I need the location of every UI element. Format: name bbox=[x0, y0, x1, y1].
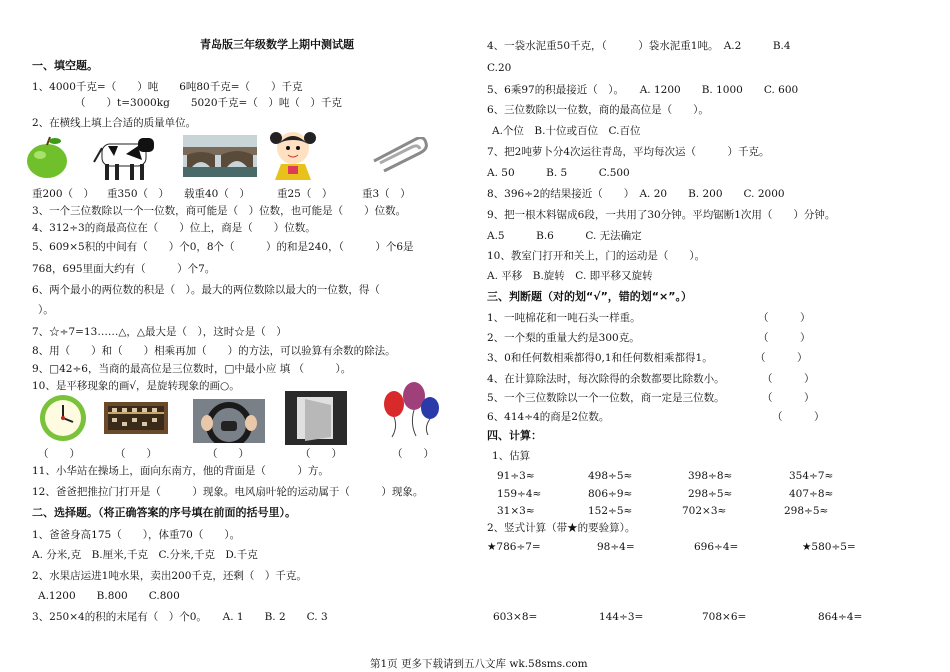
section-fill-blank-header: 一、填空题。 bbox=[32, 59, 98, 72]
estimate-header: 1、估算 bbox=[492, 450, 531, 462]
vertical-calc-item: 603×8= bbox=[493, 611, 538, 623]
fill-q9: 9、□42÷6，当商的最高位是三位数时，□中最小应 填 （ ）。 bbox=[32, 363, 352, 375]
choice-q1-options: A. 分米,克 B.厘米,千克 C.分米,千克 D.千克 bbox=[32, 549, 258, 561]
estimate-cell: 398÷8≈ bbox=[688, 470, 733, 482]
fill-q7: 7、☆÷7=13……△，△最大是（ ），这时☆是（ ） bbox=[32, 326, 287, 338]
bridge-picture bbox=[183, 135, 257, 177]
fill-q5-line1: 5、609×5积的中间有（ ）个0，8个（ ）的和是240，（ ）个6是 bbox=[32, 241, 414, 253]
judge-q6-answer: （ ） bbox=[772, 411, 825, 423]
choice-q10-options: A. 平移 B.旋转 C. 即平移又旋转 bbox=[487, 270, 653, 282]
fill-q6-line1: 6、两个最小的两位数的积是（ ）。最大的两位数除以最大的一位数，得（ bbox=[32, 284, 380, 296]
vertical-calc-item: 864÷4= bbox=[818, 611, 863, 623]
judge-q6: 6、414÷4的商是2位数。 bbox=[487, 411, 610, 423]
choice-q7: 7、把2吨萝卜分4次运往青岛，平均每次运（ ）千克。 bbox=[487, 146, 770, 158]
estimate-cell: 498÷5≈ bbox=[588, 470, 633, 482]
door-picture bbox=[285, 391, 347, 445]
q10-bracket-abacus: （ ） bbox=[115, 448, 157, 460]
vertical-calc-item: ★580÷5= bbox=[802, 541, 856, 553]
fill-q10: 10、是平移现象的画√，是旋转现象的画○。 bbox=[32, 380, 240, 392]
page-footer: 第1页 更多下载请到五八文库 wk.58sms.com bbox=[370, 658, 588, 670]
choice-q2: 2、水果店运进1吨水果，卖出200千克，还剩（ ）千克。 bbox=[32, 570, 307, 582]
page-title: 青岛版三年级数学上期中测试题 bbox=[200, 38, 354, 51]
balloons-picture bbox=[378, 380, 444, 442]
judge-q2: 2、一个梨的重量大约是300克。 bbox=[487, 332, 640, 344]
weight-label-clip: 重3（ ） bbox=[362, 188, 411, 200]
weight-label-cow: 重350（ ） bbox=[107, 188, 170, 200]
section-judge-header: 三、判断题（对的划“√”，错的划“×”。） bbox=[487, 290, 692, 303]
section-choice-header: 二、选择题。（将正确答案的序号填在前面的括号里）。 bbox=[32, 506, 296, 519]
judge-q1-answer: （ ） bbox=[758, 312, 811, 324]
judge-q5: 5、一个三位数除以一个一位数，商一定是三位数。 bbox=[487, 392, 725, 404]
apple-picture bbox=[24, 135, 70, 179]
estimate-cell: 31×3≈ bbox=[497, 505, 535, 517]
choice-q9-options: A.5 B.6 C. 无法确定 bbox=[487, 230, 642, 242]
judge-q4-answer: （ ） bbox=[762, 373, 815, 385]
choice-q3: 3、250×4的积的末尾有（ ）个0。 A. 1 B. 2 C. 3 bbox=[32, 611, 328, 623]
judge-q1: 1、一吨棉花和一吨石头一样重。 bbox=[487, 312, 641, 324]
judge-q4: 4、在计算除法时，每次除得的余数都要比除数小。 bbox=[487, 373, 725, 385]
choice-q5: 5、6乘97的积最接近（ ）。 A. 1200 B. 1000 C. 600 bbox=[487, 84, 799, 96]
fill-q3: 3、一个三位数除以一个一位数，商可能是（ ）位数，也可能是（ ）位数。 bbox=[32, 205, 407, 217]
fill-q8: 8、用（ ）和（ ）相乘再加（ ）的方法，可以验算有余数的除法。 bbox=[32, 345, 396, 357]
vertical-calc-item: ★786÷7= bbox=[487, 541, 541, 553]
estimate-cell: 298÷5≈ bbox=[784, 505, 829, 517]
judge-q3: 3、0和任何数相乘都得0,1和任何数相乘都得1。 bbox=[487, 352, 713, 364]
paperclip-picture bbox=[366, 137, 430, 175]
fill-q4: 4、312÷3的商最高位在（ ）位上，商是（ ）位数。 bbox=[32, 222, 316, 234]
estimate-cell: 159÷4≈ bbox=[497, 488, 542, 500]
choice-q6-options: A.个位 B.十位或百位 C.百位 bbox=[492, 125, 641, 137]
vertical-calc-item: 708×6= bbox=[702, 611, 747, 623]
choice-q4-line2: C.20 bbox=[487, 62, 512, 74]
choice-q10: 10、教室门打开和关上，门的运动是（ ）。 bbox=[487, 250, 706, 262]
q10-bracket-balloons: （ ） bbox=[392, 448, 434, 460]
vertical-calc-item: 144÷3= bbox=[599, 611, 644, 623]
vertical-calc-item: 696÷4= bbox=[694, 541, 739, 553]
fill-q6-line2: ）。 bbox=[38, 304, 54, 316]
q10-bracket-clock: （ ） bbox=[38, 448, 80, 460]
choice-q7-options: A. 50 B. 5 C.500 bbox=[487, 167, 630, 179]
judge-q2-answer: （ ） bbox=[758, 332, 811, 344]
judge-q3-answer: （ ） bbox=[755, 352, 808, 364]
choice-q4-line1: 4、一袋水泥重50千克，（ ）袋水泥重1吨。 A.2 B.4 bbox=[487, 40, 791, 52]
estimate-cell: 91÷3≈ bbox=[497, 470, 535, 482]
q10-bracket-steering: （ ） bbox=[207, 448, 249, 460]
choice-q9: 9、把一根木料锯成6段，一共用了30分钟。平均锯断1次用（ ）分钟。 bbox=[487, 209, 836, 221]
cow-picture bbox=[90, 132, 160, 184]
estimate-cell: 152÷5≈ bbox=[588, 505, 633, 517]
steering-wheel-picture bbox=[193, 399, 265, 443]
judge-q5-answer: （ ） bbox=[762, 392, 815, 404]
estimate-cell: 806÷9≈ bbox=[588, 488, 633, 500]
vertical-calc-item: 98÷4= bbox=[597, 541, 635, 553]
choice-q6: 6、三位数除以一位数，商的最高位是（ ）。 bbox=[487, 104, 709, 116]
choice-q1: 1、爸爸身高175（ ），体重70（ ）。 bbox=[32, 529, 241, 541]
fill-q1-line2: （ ）t=3000kg 5020千克=（ ）吨（ ）千克 bbox=[75, 97, 342, 109]
weight-label-bridge: 载重40（ ） bbox=[184, 188, 250, 200]
estimate-cell: 702×3≈ bbox=[682, 505, 727, 517]
vertical-calc-header: 2、竖式计算（带★的要验算）。 bbox=[487, 522, 636, 534]
estimate-cell: 298÷5≈ bbox=[688, 488, 733, 500]
fill-q12: 12、爸爸把推拉门打开是（ ）现象。电风扇叶轮的运动属于（ ）现象。 bbox=[32, 486, 424, 498]
abacus-picture bbox=[103, 398, 169, 438]
fill-q2: 2、在横线上填上合适的质量单位。 bbox=[32, 117, 197, 129]
clock-picture bbox=[34, 393, 92, 443]
choice-q2-options: A.1200 B.800 C.800 bbox=[38, 590, 180, 602]
estimate-cell: 407÷8≈ bbox=[789, 488, 834, 500]
girl-picture bbox=[264, 126, 322, 182]
q10-bracket-door: （ ） bbox=[300, 448, 342, 460]
section-calc-header: 四、计算： bbox=[487, 429, 542, 442]
fill-q11: 11、小华站在操场上，面向东南方，他的背面是（ ）方。 bbox=[32, 465, 329, 477]
estimate-cell: 354÷7≈ bbox=[789, 470, 834, 482]
fill-q5-line2: 768，695里面大约有（ ）个7。 bbox=[32, 263, 216, 275]
choice-q8: 8、396÷2的结果接近（ ） A. 20 B. 200 C. 2000 bbox=[487, 188, 785, 200]
fill-q1-line1: 1、4000千克=（ ）吨 6吨80千克=（ ）千克 bbox=[32, 81, 303, 93]
weight-label-girl: 重25（ ） bbox=[277, 188, 333, 200]
weight-label-apple: 重200（ ） bbox=[32, 188, 95, 200]
